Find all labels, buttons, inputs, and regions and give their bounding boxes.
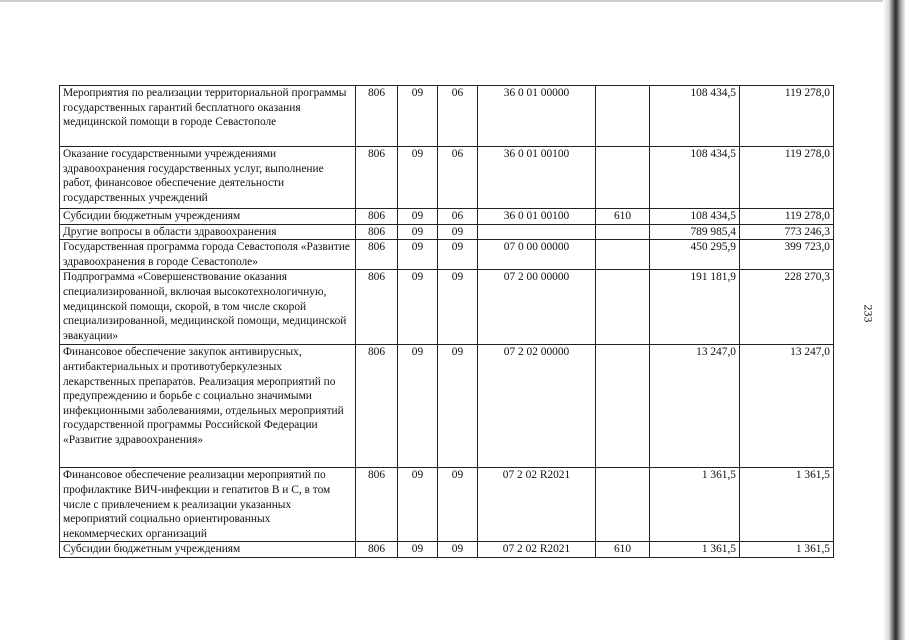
section-code-cell: 09 xyxy=(398,209,438,225)
table-body xyxy=(60,86,834,558)
table-row xyxy=(60,270,834,345)
subsection-code-cell: 06 xyxy=(438,209,478,225)
amount-year1-cell: 13 247,0 xyxy=(650,345,740,468)
scan-top-edge xyxy=(0,0,883,2)
budget-table xyxy=(59,85,834,558)
row-name-cell: Мероприятия по реализации территориальной программы государственных гарантий бесплатного оказания медицинской помощи в городе Севастополе xyxy=(60,86,356,147)
table-row xyxy=(60,240,834,270)
amount-year2-cell: 773 246,3 xyxy=(740,224,834,240)
section-code-cell: 09 xyxy=(398,542,438,558)
ministry-code-cell: 806 xyxy=(356,224,398,240)
expense-type-cell xyxy=(596,224,650,240)
amount-year1-cell: 108 434,5 xyxy=(650,209,740,225)
section-code-cell: 09 xyxy=(398,345,438,468)
ministry-code-cell: 806 xyxy=(356,240,398,270)
row-name-cell: Субсидии бюджетным учреждениям xyxy=(60,209,356,225)
subsection-code-cell: 09 xyxy=(438,240,478,270)
expense-type-cell: 610 xyxy=(596,209,650,225)
row-name-cell: Другие вопросы в области здравоохранения xyxy=(60,224,356,240)
table-row xyxy=(60,224,834,240)
ministry-code-cell: 806 xyxy=(356,270,398,345)
target-article-cell: 07 2 02 R2021 xyxy=(478,542,596,558)
subsection-code-cell: 09 xyxy=(438,542,478,558)
target-article-cell: 36 0 01 00000 xyxy=(478,86,596,147)
table-row xyxy=(60,542,834,558)
amount-year1-cell: 108 434,5 xyxy=(650,86,740,147)
amount-year2-cell: 13 247,0 xyxy=(740,345,834,468)
amount-year2-cell: 119 278,0 xyxy=(740,147,834,209)
expense-type-cell xyxy=(596,147,650,209)
table-row xyxy=(60,345,834,468)
amount-year2-cell: 399 723,0 xyxy=(740,240,834,270)
amount-year2-cell: 1 361,5 xyxy=(740,542,834,558)
subsection-code-cell: 09 xyxy=(438,468,478,542)
row-name-cell: Государственная программа города Севастополя «Развитие здравоохранения в городе Севастополе» xyxy=(60,240,356,270)
amount-year1-cell: 108 434,5 xyxy=(650,147,740,209)
target-article-cell xyxy=(478,224,596,240)
amount-year2-cell: 119 278,0 xyxy=(740,86,834,147)
table-row xyxy=(60,147,834,209)
amount-year1-cell: 1 361,5 xyxy=(650,542,740,558)
ministry-code-cell: 806 xyxy=(356,209,398,225)
row-name-cell: Финансовое обеспечение закупок антивирусных, антибактериальных и противотуберкулезных лекарственных препаратов. Реализация мероприятий по предупреждению и борьбе с социально значимыми инфекционными заболеваниями, отдельных мероприятий государственной программы Российской Федерации «Развитие здравоохранения» xyxy=(60,345,356,468)
target-article-cell: 07 2 02 R2021 xyxy=(478,468,596,542)
page-number: 233 xyxy=(861,304,876,323)
section-code-cell: 09 xyxy=(398,468,438,542)
target-article-cell: 07 0 00 00000 xyxy=(478,240,596,270)
table-row xyxy=(60,468,834,542)
amount-year1-cell: 1 361,5 xyxy=(650,468,740,542)
expense-type-cell xyxy=(596,86,650,147)
ministry-code-cell: 806 xyxy=(356,147,398,209)
ministry-code-cell: 806 xyxy=(356,345,398,468)
target-article-cell: 07 2 02 00000 xyxy=(478,345,596,468)
section-code-cell: 09 xyxy=(398,86,438,147)
ministry-code-cell: 806 xyxy=(356,542,398,558)
section-code-cell: 09 xyxy=(398,270,438,345)
subsection-code-cell: 09 xyxy=(438,345,478,468)
row-name-cell: Субсидии бюджетным учреждениям xyxy=(60,542,356,558)
scan-binding-edge xyxy=(883,0,905,640)
ministry-code-cell: 806 xyxy=(356,86,398,147)
expense-type-cell xyxy=(596,345,650,468)
subsection-code-cell: 09 xyxy=(438,224,478,240)
expense-type-cell: 610 xyxy=(596,542,650,558)
table-row xyxy=(60,209,834,225)
amount-year2-cell: 119 278,0 xyxy=(740,209,834,225)
expense-type-cell xyxy=(596,270,650,345)
amount-year1-cell: 450 295,9 xyxy=(650,240,740,270)
expense-type-cell xyxy=(596,468,650,542)
amount-year1-cell: 191 181,9 xyxy=(650,270,740,345)
subsection-code-cell: 06 xyxy=(438,86,478,147)
amount-year2-cell: 228 270,3 xyxy=(740,270,834,345)
target-article-cell: 36 0 01 00100 xyxy=(478,147,596,209)
section-code-cell: 09 xyxy=(398,224,438,240)
ministry-code-cell: 806 xyxy=(356,468,398,542)
table-row xyxy=(60,86,834,147)
row-name-cell: Финансовое обеспечение реализации мероприятий по профилактике ВИЧ-инфекции и гепатитов В и С, в том числе с привлечением к реализации указанных мероприятий социально ориентированных некоммерческих организаций xyxy=(60,468,356,542)
section-code-cell: 09 xyxy=(398,147,438,209)
target-article-cell: 36 0 01 00100 xyxy=(478,209,596,225)
target-article-cell: 07 2 00 00000 xyxy=(478,270,596,345)
section-code-cell: 09 xyxy=(398,240,438,270)
row-name-cell: Оказание государственными учреждениями здравоохранения государственных услуг, выполнение работ, финансовое обеспечение деятельности государственных учреждений xyxy=(60,147,356,209)
amount-year2-cell: 1 361,5 xyxy=(740,468,834,542)
expense-type-cell xyxy=(596,240,650,270)
amount-year1-cell: 789 985,4 xyxy=(650,224,740,240)
subsection-code-cell: 06 xyxy=(438,147,478,209)
subsection-code-cell: 09 xyxy=(438,270,478,345)
row-name-cell: Подпрограмма «Совершенствование оказания специализированной, включая высокотехнологичную, медицинской помощи, скорой, в том числе скорой специализированной, медицинской помощи, медицинской эвакуации» xyxy=(60,270,356,345)
